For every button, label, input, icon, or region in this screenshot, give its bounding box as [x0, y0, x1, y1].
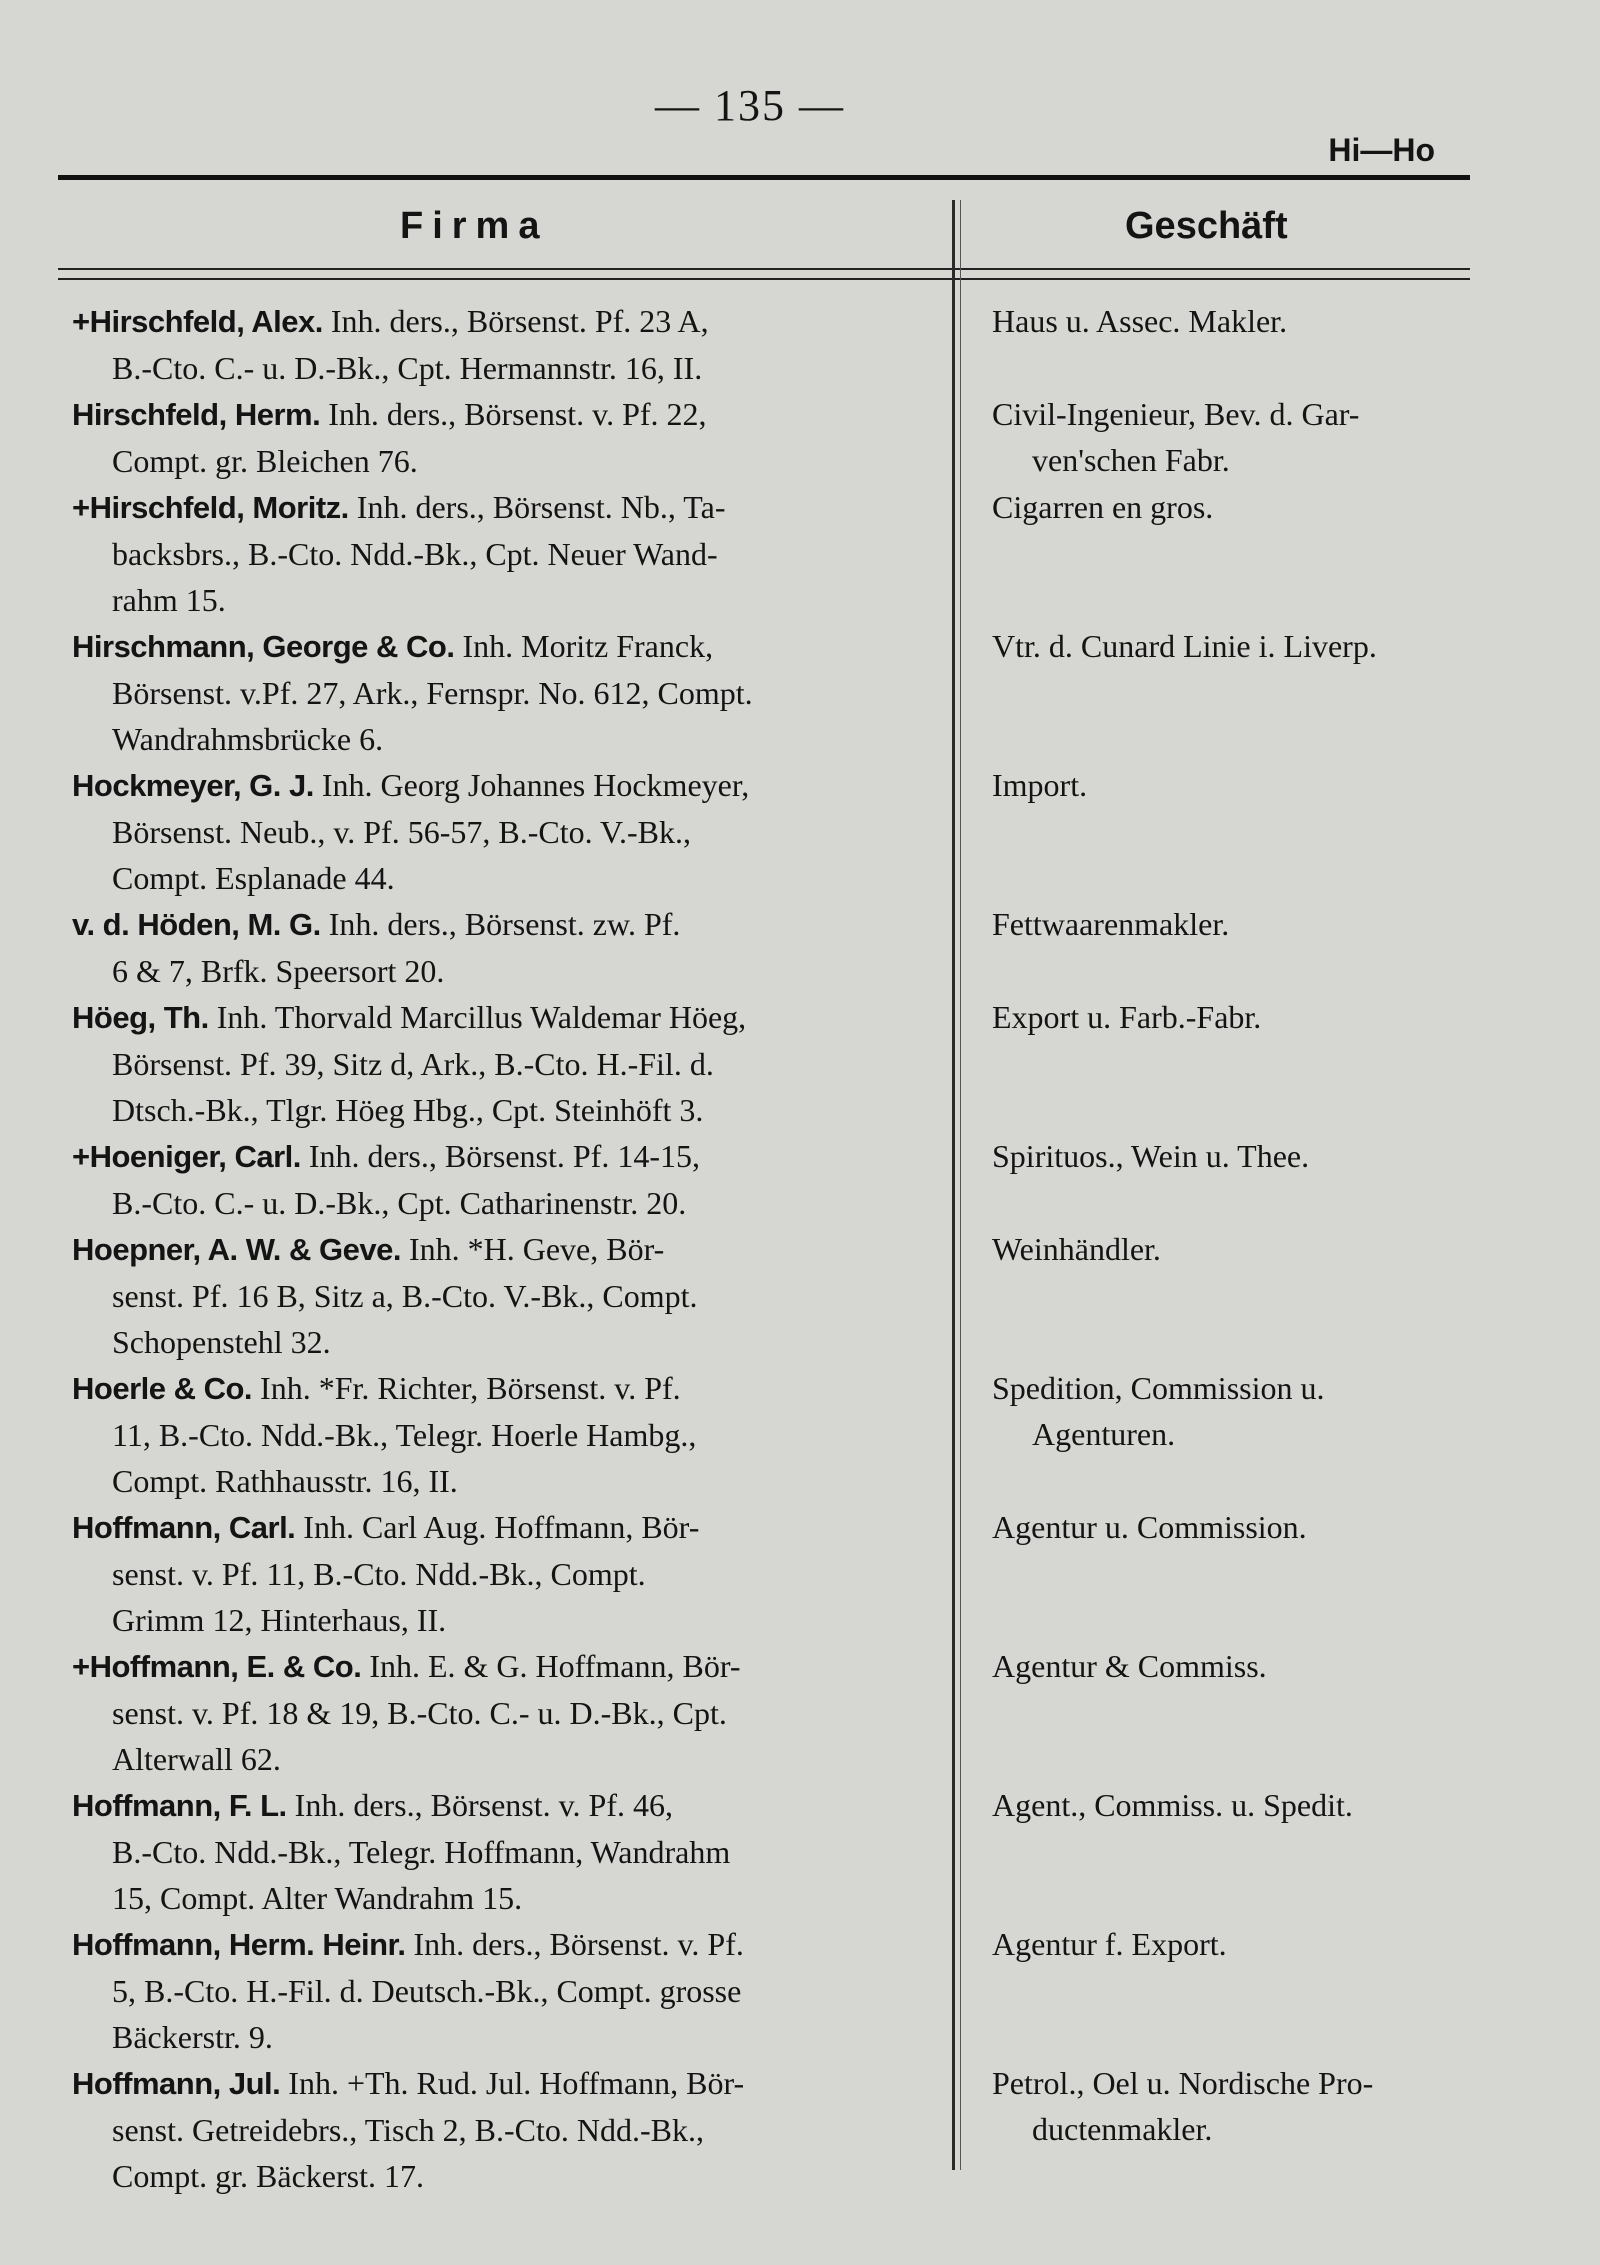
firm-name: Hoffmann, Herm. Heinr. [72, 1927, 406, 1962]
column-header-firma: Firma [400, 205, 549, 247]
entry-detail: 5, B.-Cto. H.-Fil. d. Deutsch.-Bk., Compt. grosse [112, 1973, 742, 2009]
entry-detail: Alterwall 62. [112, 1741, 281, 1777]
entry-detail: Schopenstehl 32. [112, 1324, 331, 1360]
directory-entry [72, 2060, 1522, 2199]
entry-firma [72, 1643, 932, 1782]
business-text: Fettwaarenmakler. [992, 906, 1230, 942]
directory-entry [72, 623, 1522, 762]
alphabet-range: Hi—Ho [1328, 132, 1435, 168]
entry-detail: Inh. Carl Aug. Hoffmann, Bör- [303, 1509, 700, 1545]
entry-detail: 15, Compt. Alter Wandrahm 15. [112, 1880, 523, 1916]
entries-list [72, 298, 1522, 2199]
firm-name: Höeg, Th. [72, 1000, 209, 1035]
entry-firma [72, 2060, 932, 2199]
entry-firma [72, 298, 932, 391]
business-text: Spirituos., Wein u. Thee. [992, 1138, 1310, 1174]
business-text: Spedition, Commission u. [992, 1370, 1325, 1406]
entry-first-line [72, 994, 932, 1041]
entry-detail: B.-Cto. C.- u. D.-Bk., Cpt. Catharinenstr. 20. [112, 1185, 687, 1221]
entry-detail: Inh. *Fr. Richter, Börsenst. v. Pf. [260, 1370, 681, 1406]
entry-detail: Inh. ders., Börsenst. Pf. 23 A, [330, 303, 709, 339]
entry-detail: Bäckerstr. 9. [112, 2019, 273, 2055]
directory-entry [72, 762, 1522, 901]
business-text: Civil-Ingenieur, Bev. d. Gar- [992, 396, 1360, 432]
entry-geschaeft [992, 298, 1552, 344]
entry-detail: Inh. ders., Börsenst. Nb., Ta- [356, 489, 726, 525]
entry-detail: 6 & 7, Brfk. Speersort 20. [112, 953, 445, 989]
entry-detail: Inh. ders., Börsenst. v. Pf. 22, [328, 396, 707, 432]
firm-name: Hoepner, A. W. & Geve. [72, 1232, 401, 1267]
entry-firma [72, 1782, 932, 1921]
entry-firma [72, 1133, 932, 1226]
entry-first-line [72, 1643, 932, 1690]
business-text: Agentur & Commiss. [992, 1648, 1267, 1684]
directory-entry [72, 484, 1522, 623]
directory-entry [72, 1365, 1522, 1504]
entry-detail: Börsenst. v.Pf. 27, Ark., Fernspr. No. 612, Compt. [112, 675, 753, 711]
entry-detail: B.-Cto. C.- u. D.-Bk., Cpt. Hermannstr. 16, II. [112, 350, 703, 386]
business-text: ven'schen Fabr. [1032, 442, 1230, 478]
entry-geschaeft [992, 762, 1552, 808]
entry-detail: Compt. gr. Bäckerst. 17. [112, 2158, 424, 2194]
entry-detail: Inh. *H. Geve, Bör- [408, 1231, 665, 1267]
firm-name: Hoffmann, F. L. [72, 1788, 287, 1823]
entry-detail: Inh. ders., Börsenst. zw. Pf. [328, 906, 681, 942]
directory-entry [72, 391, 1522, 484]
directory-entry [72, 994, 1522, 1133]
entry-first-line [72, 1365, 932, 1412]
entry-firma [72, 1504, 932, 1643]
entry-firma [72, 1365, 932, 1504]
entry-detail: Inh. ders., Börsenst. v. Pf. [413, 1926, 744, 1962]
entry-geschaeft [992, 1643, 1552, 1689]
entry-geschaeft [992, 623, 1552, 669]
entry-geschaeft [992, 1365, 1552, 1457]
entry-first-line [72, 298, 932, 345]
entry-detail: Börsenst. Pf. 39, Sitz d, Ark., B.-Cto. H.-Fil. d. [112, 1046, 714, 1082]
entry-first-line [72, 901, 932, 948]
entry-geschaeft [992, 994, 1552, 1040]
entry-geschaeft [992, 484, 1552, 530]
firm-name: Hoffmann, Carl. [72, 1510, 296, 1545]
firm-name: Hoffmann, Jul. [72, 2066, 281, 2101]
entry-detail: Compt. gr. Bleichen 76. [112, 443, 418, 479]
entry-first-line [72, 1133, 932, 1180]
entry-firma [72, 1226, 932, 1365]
page-number: — 135 — [655, 81, 845, 130]
business-text: Agentur f. Export. [992, 1926, 1227, 1962]
directory-entry [72, 1226, 1522, 1365]
entry-detail: senst. Pf. 16 B, Sitz a, B.-Cto. V.-Bk., Compt. [112, 1278, 698, 1314]
entry-detail: Dtsch.-Bk., Tlgr. Höeg Hbg., Cpt. Steinhöft 3. [112, 1092, 704, 1128]
entry-first-line [72, 2060, 932, 2107]
entry-first-line [72, 1504, 932, 1551]
entry-geschaeft [992, 2060, 1552, 2152]
firm-name: Hirschfeld, Herm. [72, 397, 321, 432]
entry-firma [72, 994, 932, 1133]
entry-detail: Wandrahmsbrücke 6. [112, 721, 384, 757]
business-text: Agenturen. [1032, 1416, 1176, 1452]
directory-entry [72, 901, 1522, 994]
firm-name: +Hirschfeld, Moritz. [72, 490, 349, 525]
header-rule [58, 268, 1470, 270]
entry-first-line [72, 484, 932, 531]
entry-detail: rahm 15. [112, 582, 226, 618]
directory-entry [72, 1782, 1522, 1921]
firm-name: +Hoeniger, Carl. [72, 1139, 301, 1174]
business-text: Vtr. d. Cunard Linie i. Liverp. [992, 628, 1377, 664]
entry-detail: Inh. Thorvald Marcillus Waldemar Höeg, [216, 999, 747, 1035]
entry-firma [72, 901, 932, 994]
entry-geschaeft [992, 391, 1552, 483]
entry-detail: senst. Getreidebrs., Tisch 2, B.-Cto. Ndd.-Bk., [112, 2112, 704, 2148]
entry-first-line [72, 762, 932, 809]
business-text: Import. [992, 767, 1088, 803]
entry-firma [72, 762, 932, 901]
entry-detail: Compt. Esplanade 44. [112, 860, 395, 896]
business-text: Export u. Farb.-Fabr. [992, 999, 1262, 1035]
entry-first-line [72, 1782, 932, 1829]
entry-detail: 11, B.-Cto. Ndd.-Bk., Telegr. Hoerle Hambg., [112, 1417, 697, 1453]
entry-first-line [72, 1921, 932, 1968]
firm-name: +Hoffmann, E. & Co. [72, 1649, 362, 1684]
entry-detail: Grimm 12, Hinterhaus, II. [112, 1602, 447, 1638]
entry-first-line [72, 623, 932, 670]
firm-name: +Hirschfeld, Alex. [72, 304, 323, 339]
firm-name: Hirschmann, George & Co. [72, 629, 455, 664]
firm-name: Hockmeyer, G. J. [72, 768, 314, 803]
entry-geschaeft [992, 1226, 1552, 1272]
entry-detail: Börsenst. Neub., v. Pf. 56-57, B.-Cto. V.-Bk., [112, 814, 691, 850]
directory-entry [72, 1133, 1522, 1226]
business-text: Haus u. Assec. Makler. [992, 303, 1288, 339]
entry-detail: backsbrs., B.-Cto. Ndd.-Bk., Cpt. Neuer Wand- [112, 536, 718, 572]
entry-detail: Compt. Rathhausstr. 16, II. [112, 1463, 458, 1499]
entry-detail: senst. v. Pf. 18 & 19, B.-Cto. C.- u. D.-Bk., Cpt. [112, 1695, 727, 1731]
entry-firma [72, 484, 932, 623]
entry-detail: Inh. Georg Johannes Hockmeyer, [321, 767, 750, 803]
column-header-geschaeft: Geschäft [1125, 205, 1288, 247]
entry-detail: senst. v. Pf. 11, B.-Cto. Ndd.-Bk., Compt. [112, 1556, 646, 1592]
entry-geschaeft [992, 1133, 1552, 1179]
entry-detail: Inh. +Th. Rud. Jul. Hoffmann, Bör- [288, 2065, 745, 2101]
entry-first-line [72, 391, 932, 438]
business-text: Agent., Commiss. u. Spedit. [992, 1787, 1353, 1823]
business-text: Petrol., Oel u. Nordische Pro- [992, 2065, 1374, 2101]
business-text: Weinhändler. [992, 1231, 1161, 1267]
entry-geschaeft [992, 1504, 1552, 1550]
top-rule [58, 175, 1470, 180]
directory-entry [72, 1643, 1522, 1782]
entry-geschaeft [992, 1921, 1552, 1967]
business-text: ductenmakler. [1032, 2111, 1213, 2147]
firm-name: Hoerle & Co. [72, 1371, 253, 1406]
entry-detail: Inh. Moritz Franck, [462, 628, 714, 664]
business-text: Agentur u. Commission. [992, 1509, 1307, 1545]
entry-firma [72, 391, 932, 484]
business-text: Cigarren en gros. [992, 489, 1214, 525]
header-rule-double [58, 278, 1470, 280]
entry-detail: Inh. ders., Börsenst. Pf. 14-15, [308, 1138, 700, 1174]
entry-geschaeft [992, 901, 1552, 947]
directory-entry [72, 1504, 1522, 1643]
entry-detail: B.-Cto. Ndd.-Bk., Telegr. Hoffmann, Wandrahm [112, 1834, 731, 1870]
entry-detail: Inh. ders., Börsenst. v. Pf. 46, [294, 1787, 673, 1823]
directory-entry [72, 298, 1522, 391]
entry-firma [72, 1921, 932, 2060]
directory-entry [72, 1921, 1522, 2060]
entry-firma [72, 623, 932, 762]
firm-name: v. d. Höden, M. G. [72, 907, 321, 942]
entry-first-line [72, 1226, 932, 1273]
entry-detail: Inh. E. & G. Hoffmann, Bör- [369, 1648, 741, 1684]
entry-geschaeft [992, 1782, 1552, 1828]
